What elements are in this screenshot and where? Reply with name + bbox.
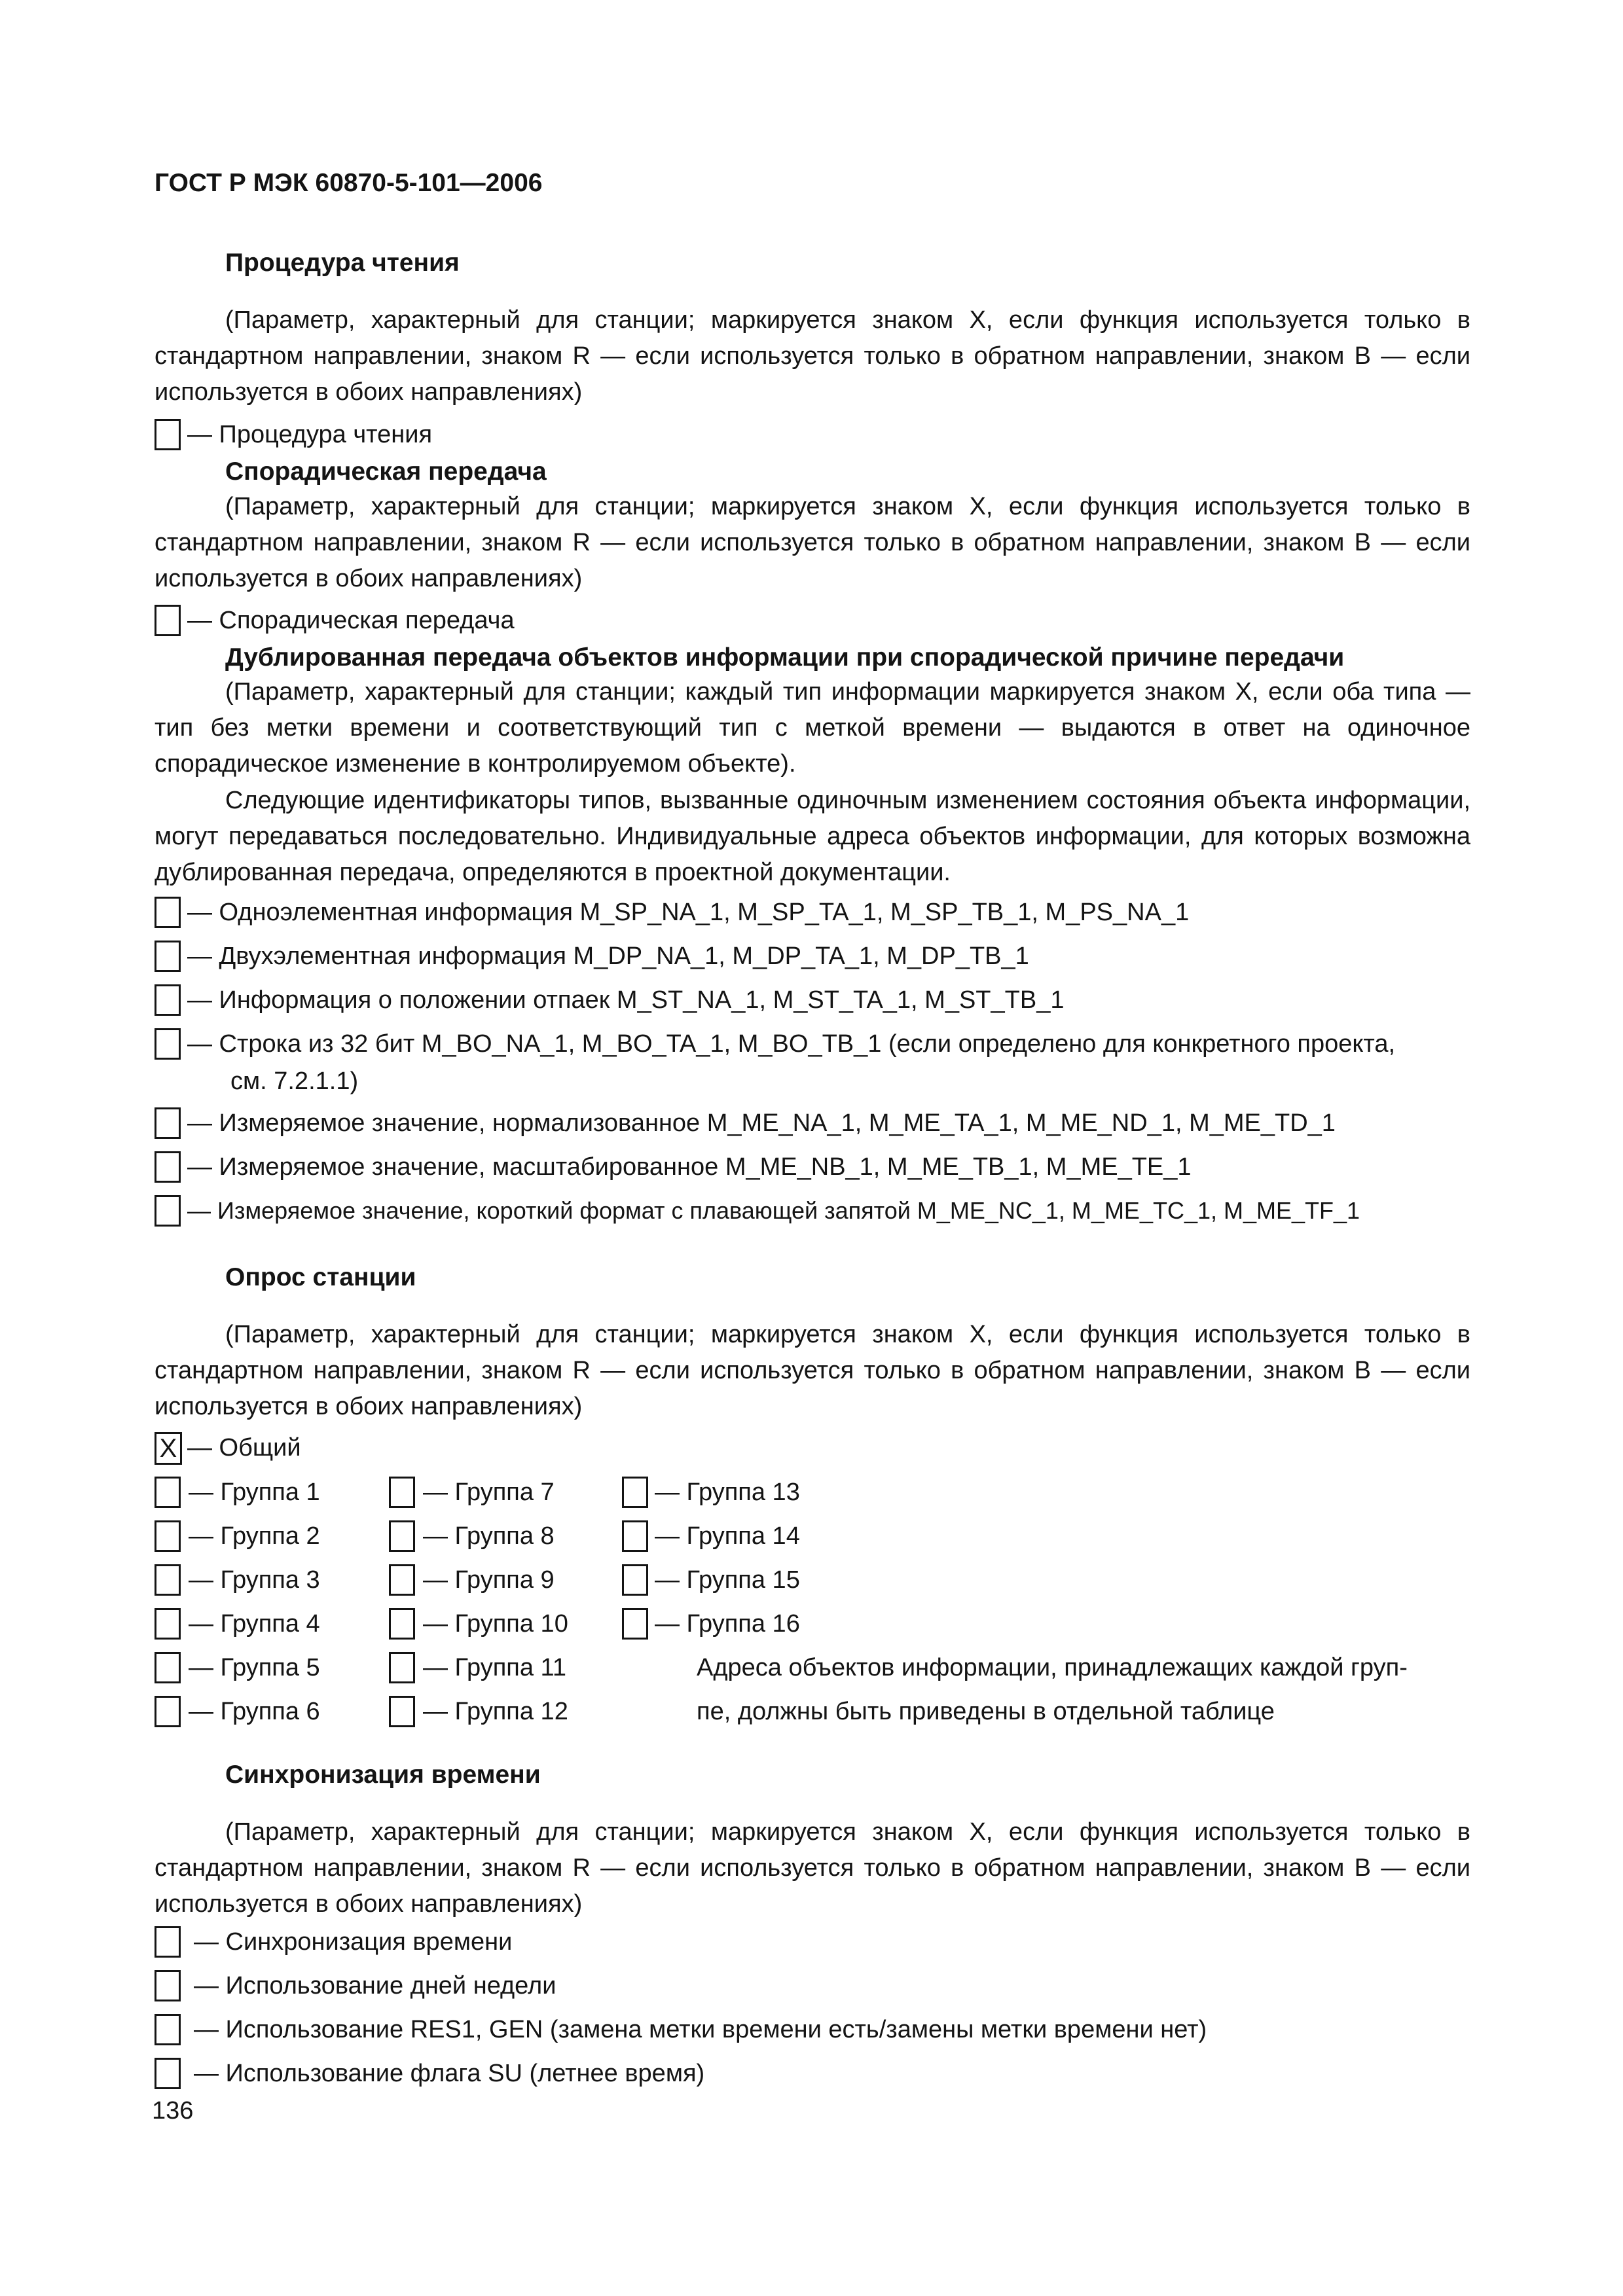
label-group-7: — Группа 7 [423, 1479, 555, 1506]
label-group-1: — Группа 1 [189, 1479, 320, 1506]
checkbox-group-3[interactable] [155, 1564, 181, 1596]
item-sync-weekday: — Использование дней недели [194, 1972, 556, 2000]
checkbox-dup-7[interactable] [155, 1195, 181, 1227]
page-number: 136 [152, 2097, 194, 2125]
item-dup-step-position: — Информация о положении отпаек M_ST_NA_1, M_ST_TA_1, M_ST_TB_1 [187, 986, 1065, 1014]
label-group-4: — Группа 4 [189, 1610, 320, 1638]
label-group-10: — Группа 10 [423, 1610, 568, 1638]
label-group-13: — Группа 13 [655, 1479, 800, 1506]
param-sync: (Параметр, характерный для станции; маркируется знаком X, если функция используется только в стандартном направлении, знаком R — если используется только в обратном направлении, знаком B — если используется в обоих направлениях) [155, 1818, 1470, 1918]
checkbox-group-10[interactable] [389, 1608, 415, 1640]
label-group-9: — Группа 9 [423, 1566, 555, 1594]
checkbox-group-13[interactable] [622, 1477, 648, 1508]
checkbox-spont[interactable] [155, 605, 181, 636]
checkbox-dup-4[interactable] [155, 1028, 181, 1060]
section-title-gi: Опрос станции [225, 1263, 416, 1291]
item-sync-clock: — Синхронизация времени [194, 1928, 513, 1956]
checkbox-group-1[interactable] [155, 1477, 181, 1508]
section-title-spont: Спорадическая передача [225, 457, 547, 486]
item-gi-general: — Общий [187, 1434, 301, 1462]
checkbox-read[interactable] [155, 419, 181, 450]
checkbox-group-8[interactable] [389, 1520, 415, 1552]
checkbox-group-5[interactable] [155, 1652, 181, 1683]
checkbox-group-4[interactable] [155, 1608, 181, 1640]
label-group-8: — Группа 8 [423, 1522, 555, 1550]
checkbox-sync-1[interactable] [155, 1926, 181, 1958]
group-note-line1: Адреса объектов информации, принадлежащих каждой груп- [697, 1654, 1408, 1681]
checkbox-group-12[interactable] [389, 1696, 415, 1727]
note-dup: Следующие идентификаторы типов, вызванные одиночным изменением состояния объекта информации, могут передаваться последовательно. Индивидуальные адреса объектов информации, для которых возможна дублированная передача, определяются в проектной документации. [155, 787, 1470, 886]
checkbox-group-15[interactable] [622, 1564, 648, 1596]
label-group-2: — Группа 2 [189, 1522, 320, 1550]
param-gi: (Параметр, характерный для станции; маркируется знаком X, если функция используется только в стандартном направлении, знаком R — если используется только в обратном направлении, знаком B — если используется в обоих направлениях) [155, 1321, 1470, 1420]
label-group-15: — Группа 15 [655, 1566, 800, 1594]
section-title-dup: Дублированная передача объектов информации при спорадической причине передачи [225, 643, 1345, 672]
checkbox-gi-general[interactable]: X [155, 1432, 182, 1465]
param-dup: (Параметр, характерный для станции; каждый тип информации маркируется знаком X, если оба типа — тип без метки времени и соответствующий тип с меткой времени — выдаются в ответ на одиночное спорадическое изменение в контролируемом объекте). [155, 678, 1470, 778]
item-dup-single-point: — Одноэлементная информация M_SP_NA_1, M_SP_TA_1, M_SP_TB_1, M_PS_NA_1 [187, 899, 1190, 926]
item-dup-scaled: — Измеряемое значение, масштабированное M_ME_NB_1, M_ME_TB_1, M_ME_TE_1 [187, 1153, 1192, 1181]
item-dup-float: — Измеряемое значение, короткий формат с плавающей запятой M_ME_NC_1, M_ME_TC_1, M_ME_TF_1 [187, 1197, 1360, 1224]
checkbox-dup-2[interactable] [155, 941, 181, 972]
section-title-read: Процедура чтения [225, 249, 460, 277]
label-group-6: — Группа 6 [189, 1698, 320, 1725]
param-read: (Параметр, характерный для станции; маркируется знаком X, если функция используется только в стандартном направлении, знаком R — если используется только в обратном направлении, знаком B — если используется в обоих направлениях) [155, 306, 1470, 406]
label-group-5: — Группа 5 [189, 1654, 320, 1681]
checkbox-group-6[interactable] [155, 1696, 181, 1727]
item-dup-bitstring: — Строка из 32 бит M_BO_NA_1, M_BO_TA_1, M_BO_TB_1 (если определено для конкретного проекта, [187, 1030, 1396, 1058]
checkbox-group-9[interactable] [389, 1564, 415, 1596]
checkbox-sync-2[interactable] [155, 1970, 181, 2001]
checkbox-dup-5[interactable] [155, 1107, 181, 1139]
checkbox-dup-3[interactable] [155, 984, 181, 1016]
item-read: — Процедура чтения [187, 421, 433, 448]
checkbox-group-2[interactable] [155, 1520, 181, 1552]
checkbox-group-14[interactable] [622, 1520, 648, 1552]
document-header: ГОСТ Р МЭК 60870-5-101—2006 [155, 169, 543, 197]
item-dup-double-point: — Двухэлементная информация M_DP_NA_1, M_DP_TA_1, M_DP_TB_1 [187, 942, 1029, 970]
param-spont: (Параметр, характерный для станции; маркируется знаком X, если функция используется только в стандартном направлении, знаком R — если используется только в обратном направлении, знаком B — если используется в обоих направлениях) [155, 493, 1470, 592]
checkbox-group-7[interactable] [389, 1477, 415, 1508]
checkbox-dup-1[interactable] [155, 897, 181, 928]
item-dup-normalized: — Измеряемое значение, нормализованное M_ME_NA_1, M_ME_TA_1, M_ME_ND_1, M_ME_TD_1 [187, 1109, 1336, 1137]
label-group-16: — Группа 16 [655, 1610, 800, 1638]
item-sync-su-flag: — Использование флага SU (летнее время) [194, 2060, 705, 2087]
section-title-sync: Синхронизация времени [225, 1761, 541, 1789]
item-spont: — Спорадическая передача [187, 607, 515, 634]
label-group-12: — Группа 12 [423, 1698, 568, 1725]
checkbox-group-16[interactable] [622, 1608, 648, 1640]
checkbox-sync-3[interactable] [155, 2014, 181, 2045]
label-group-14: — Группа 14 [655, 1522, 800, 1550]
checkbox-dup-6[interactable] [155, 1151, 181, 1183]
checkbox-group-11[interactable] [389, 1652, 415, 1683]
label-group-11: — Группа 11 [423, 1654, 567, 1681]
group-note-line2: пе, должны быть приведены в отдельной таблице [697, 1698, 1275, 1725]
item-sync-res1-gen: — Использование RES1, GEN (замена метки времени есть/замены метки времени нет) [194, 2016, 1207, 2043]
item-dup-bitstring-cont: см. 7.2.1.1) [230, 1067, 359, 1095]
label-group-3: — Группа 3 [189, 1566, 320, 1594]
checkbox-sync-4[interactable] [155, 2058, 181, 2089]
